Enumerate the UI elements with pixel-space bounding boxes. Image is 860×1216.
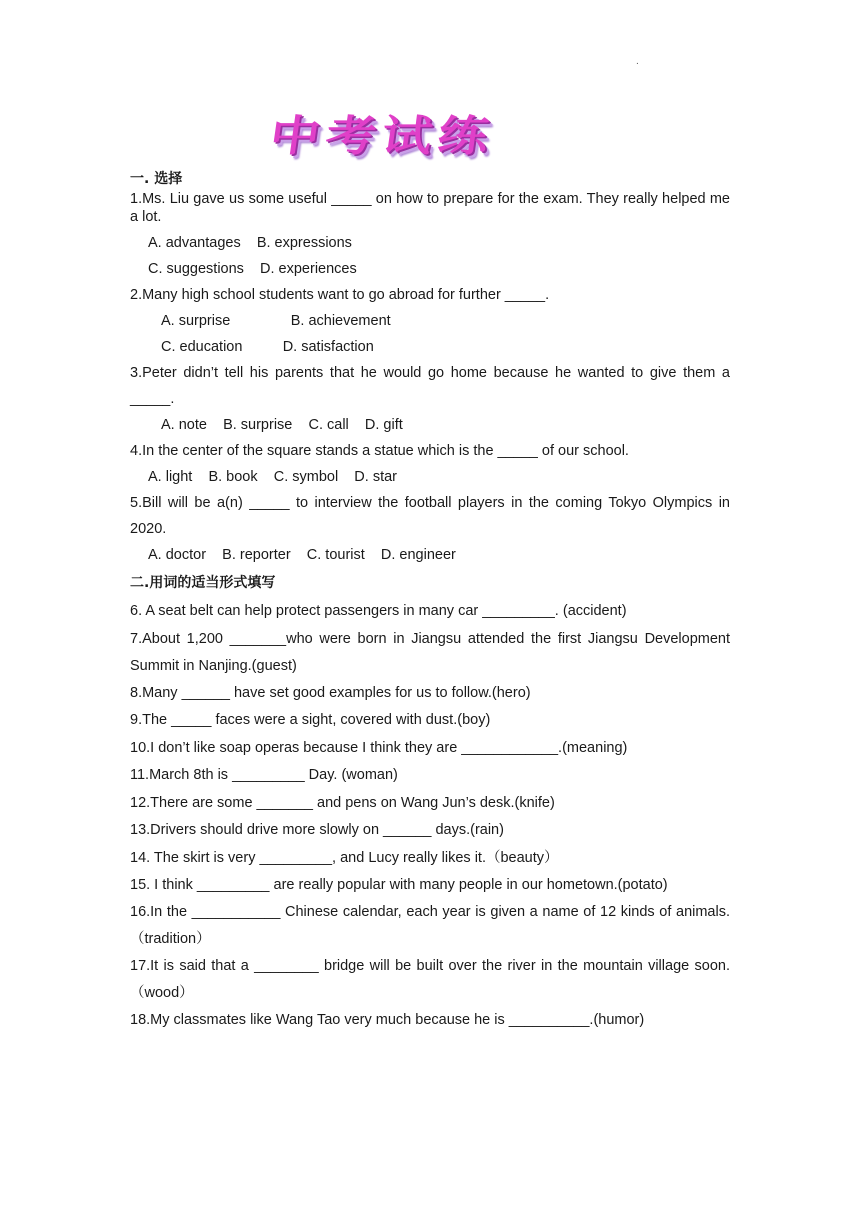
- fill-item-13: 13.Drivers should drive more slowly on ______ days.(rain): [130, 822, 504, 838]
- fill-item-18: 18.My classmates like Wang Tao very much because he is __________.(humor): [130, 1012, 645, 1028]
- header-mark: .: [636, 56, 639, 67]
- question-4-options: A. light B. book C. symbol D. star: [148, 469, 397, 485]
- question-1-options-row-2: C. suggestions D. experiences: [148, 261, 357, 277]
- fill-item-7: 7.About 1,200 _______who were born in Jiangsu attended the first Jiangsu Development Summit in Nanjing.(guest): [130, 630, 730, 674]
- worksheet-body: [130, 168, 730, 1035]
- page-title: 中考试练: [266, 111, 498, 161]
- question-3: 3.Peter didn’t tell his parents that he would go home because he wanted to give them a _____.: [130, 365, 730, 407]
- section-heading-choice: 一. 选择: [130, 171, 183, 187]
- fill-item-16: 16.In the ___________ Chinese calendar, each year is given a name of 12 kinds of animals.（tradition）: [130, 904, 730, 947]
- fill-item-14: 14. The skirt is very _________, and Lucy really likes it.（beauty）: [130, 849, 559, 866]
- section-heading-word-forms: 二.用词的适当形式填写: [130, 575, 276, 591]
- fill-item-12: 12.There are some _______ and pens on Wang Jun’s desk.(knife): [130, 794, 555, 811]
- question-2-options-row-1: A. surprise B. achievement: [161, 313, 391, 329]
- page-title-wordart: [266, 106, 600, 170]
- question-1: 1.Ms. Liu gave us some useful _____ on how to prepare for the exam. They really helped me a lot.: [130, 191, 730, 225]
- fill-item-6: 6. A seat belt can help protect passengers in many car _________. (accident): [130, 603, 627, 619]
- fill-item-17: 17.It is said that a ________ bridge will be built over the river in the mountain village soon.（wood）: [130, 958, 730, 1001]
- fill-item-15: 15. I think _________ are really popular with many people in our hometown.(potato): [130, 877, 668, 893]
- question-2: 2.Many high school students want to go abroad for further _____.: [130, 287, 550, 303]
- question-1-options-row-1: A. advantages B. expressions: [148, 235, 352, 251]
- question-4: 4.In the center of the square stands a statue which is the _____ of our school.: [130, 443, 629, 459]
- fill-item-11: 11.March 8th is _________ Day. (woman): [130, 767, 398, 783]
- fill-item-8: 8.Many ______ have set good examples for us to follow.(hero): [130, 684, 531, 701]
- question-5-options: A. doctor B. reporter C. tourist D. engineer: [148, 547, 456, 563]
- fill-item-9: 9.The _____ faces were a sight, covered with dust.(boy): [130, 712, 491, 728]
- question-2-options-row-2: C. education D. satisfaction: [161, 339, 374, 355]
- question-3-options: A. note B. surprise C. call D. gift: [161, 417, 403, 433]
- fill-item-10: 10.I don’t like soap operas because I think they are ____________.(meaning): [130, 739, 628, 756]
- question-5: 5.Bill will be a(n) _____ to interview the football players in the coming Tokyo Olympics in 2020.: [130, 495, 730, 537]
